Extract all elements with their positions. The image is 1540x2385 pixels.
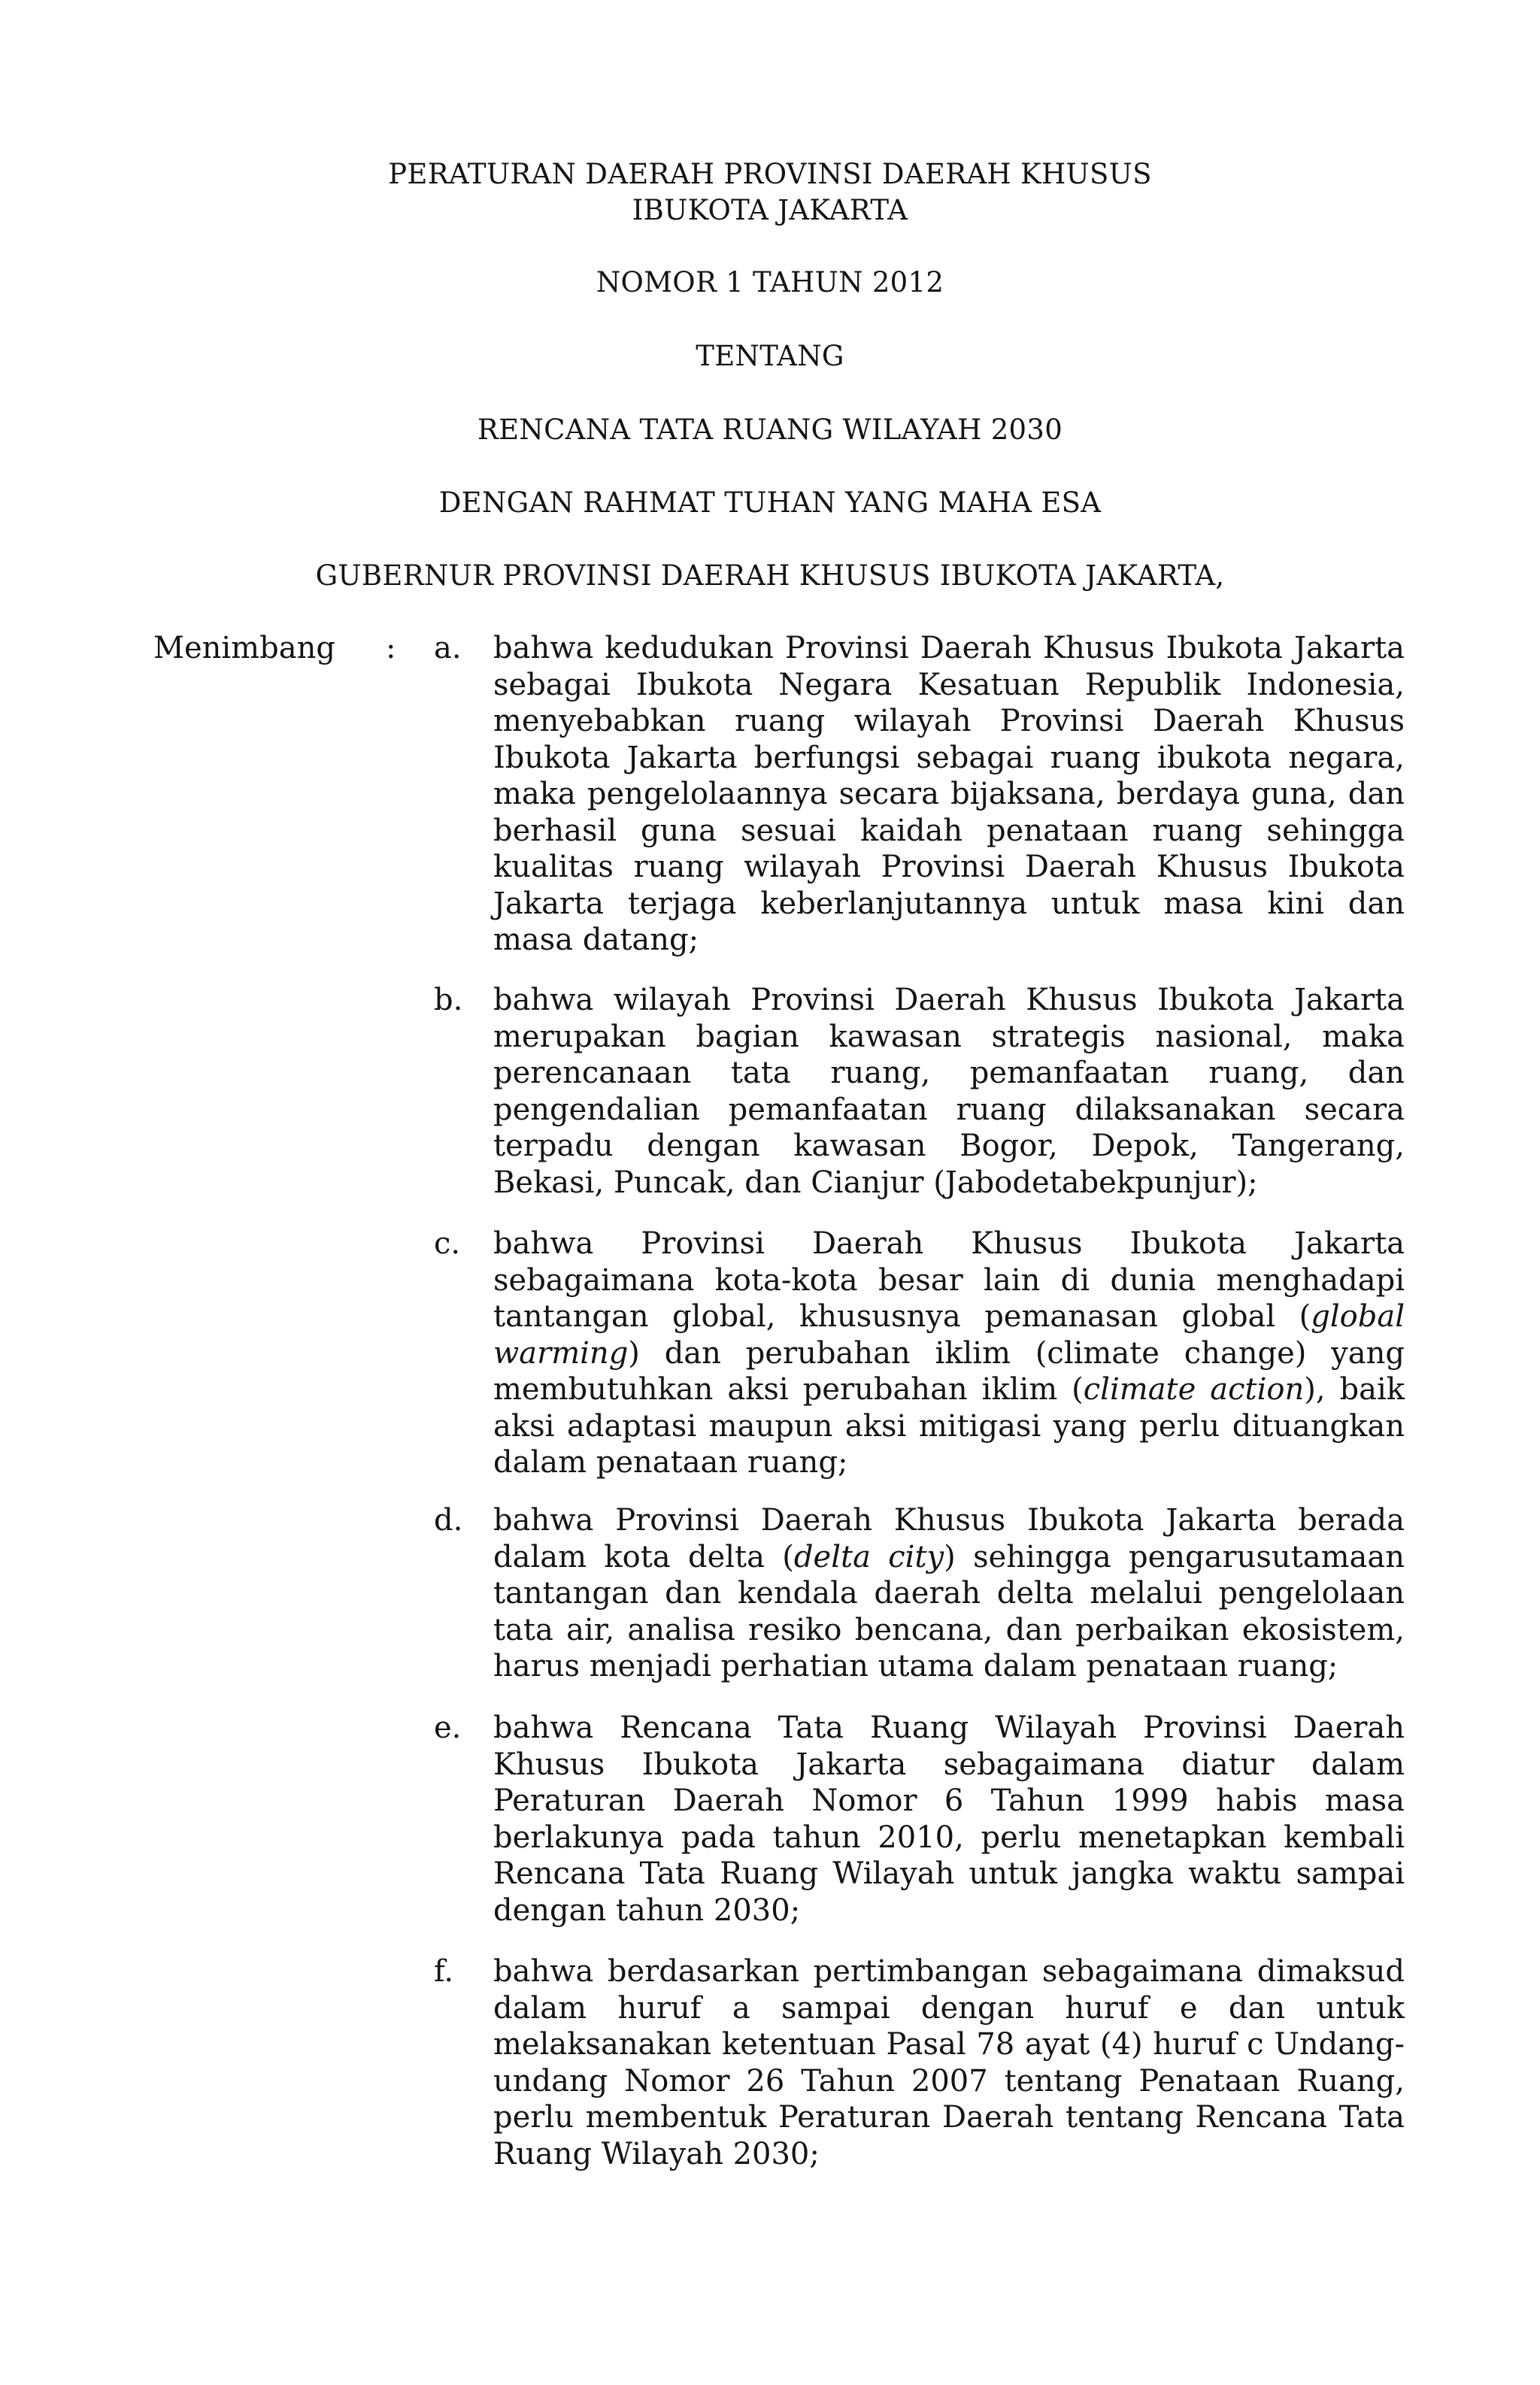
item-letter: b.: [434, 983, 463, 1017]
item-letter: f.: [434, 1954, 454, 1989]
item-text: [493, 1502, 1405, 1685]
invocation: DENGAN RAHMAT TUHAN YANG MAHA ESA: [438, 486, 1102, 519]
regulation-number: NOMOR 1 TAHUN 2012: [596, 266, 944, 299]
item-text-part: ) sehingga pengarusutamaan tantangan dan kendala daerah delta melalui pengelolaan tata air, analisa resiko bencana, dan perbaikan ekosistem, harus menjadi perhatian utama dalam penataan ruang;: [493, 1539, 1405, 1683]
title-line-1: PERATURAN DAERAH PROVINSI DAERAH KHUSUS: [388, 158, 1152, 190]
item-letter: e.: [434, 1711, 462, 1745]
item-letter: a.: [434, 631, 462, 665]
item-text: bahwa wilayah Provinsi Daerah Khusus Ibukota Jakarta merupakan bagian kawasan strategis nasional, maka perencanaan tata ruang, pemanfaatan ruang, dan pengendalian pemanfaatan ruang dilaksanakan secara terpadu dengan kawasan Bogor, Depok, Tangerang, Bekasi, Puncak, dan Cianjur (Jabodetabekpunjur);: [493, 983, 1405, 1200]
item-letter: d.: [434, 1503, 463, 1538]
item-text-part: ), baik aksi adaptasi maupun aksi mitigasi yang perlu dituangkan dalam penataan ruang;: [493, 1372, 1405, 1480]
item-text: bahwa berdasarkan pertimbangan sebagaimana dimaksud dalam huruf a sampai dengan huruf e dan untuk melaksanakan ketentuan Pasal 78 ayat (4) huruf c Undang-undang Nomor 26 Tahun 2007 tentang Penataan Ruang, perlu membentuk Peraturan Daerah tentang Rencana Tata Ruang Wilayah 2030;: [493, 1954, 1405, 2171]
item-text-italic: climate action: [1083, 1372, 1305, 1407]
issuer: GUBERNUR PROVINSI DAERAH KHUSUS IBUKOTA JAKARTA,: [315, 559, 1225, 592]
item-text-part: bahwa Provinsi Daerah Khusus Ibukota Jakarta sebagaimana kota-kota besar lain di dunia menghadapi tantangan global, khususnya pemanasan global (: [493, 1226, 1405, 1334]
item-text: bahwa Rencana Tata Ruang Wilayah Provinsi Daerah Khusus Ibukota Jakarta sebagaimana diatur dalam Peraturan Daerah Nomor 6 Tahun 1999 habis masa berlakunya pada tahun 2010, perlu menetapkan kembali Rencana Tata Ruang Wilayah untuk jangka waktu sampai dengan tahun 2030;: [493, 1711, 1405, 1928]
item-text-italic: delta city: [793, 1539, 944, 1574]
title-line-2: IBUKOTA JAKARTA: [632, 194, 908, 226]
item-text-part: bahwa Provinsi Daerah Khusus Ibukota Jakarta berada dalam kota delta (: [493, 1503, 1405, 1574]
considering-label: Menimbang: [153, 631, 335, 665]
item-text-italic: global warming: [493, 1299, 1405, 1371]
item-text-part: ) dan perubahan iklim (climate change) yang membutuhkan aksi perubahan iklim (: [493, 1335, 1405, 1407]
about-label: TENTANG: [696, 340, 844, 372]
item-text: [493, 1226, 1405, 1481]
item-letter: c.: [434, 1226, 461, 1261]
item-text: bahwa kedudukan Provinsi Daerah Khusus Ibukota Jakarta sebagai Ibukota Negara Kesatuan Republik Indonesia, menyebabkan ruang wilayah Provinsi Daerah Khusus Ibukota Jakarta berfungsi sebagai ruang ibukota negara, maka pengelolaannya secara bijaksana, berdaya guna, dan berhasil guna sesuai kaidah penataan ruang sehingga kualitas ruang wilayah Provinsi Daerah Khusus Ibukota Jakarta terjaga keberlanjutannya untuk masa kini dan masa datang;: [493, 631, 1405, 957]
considering-colon: :: [386, 631, 396, 665]
regulation-subject: RENCANA TATA RUANG WILAYAH 2030: [477, 414, 1063, 446]
